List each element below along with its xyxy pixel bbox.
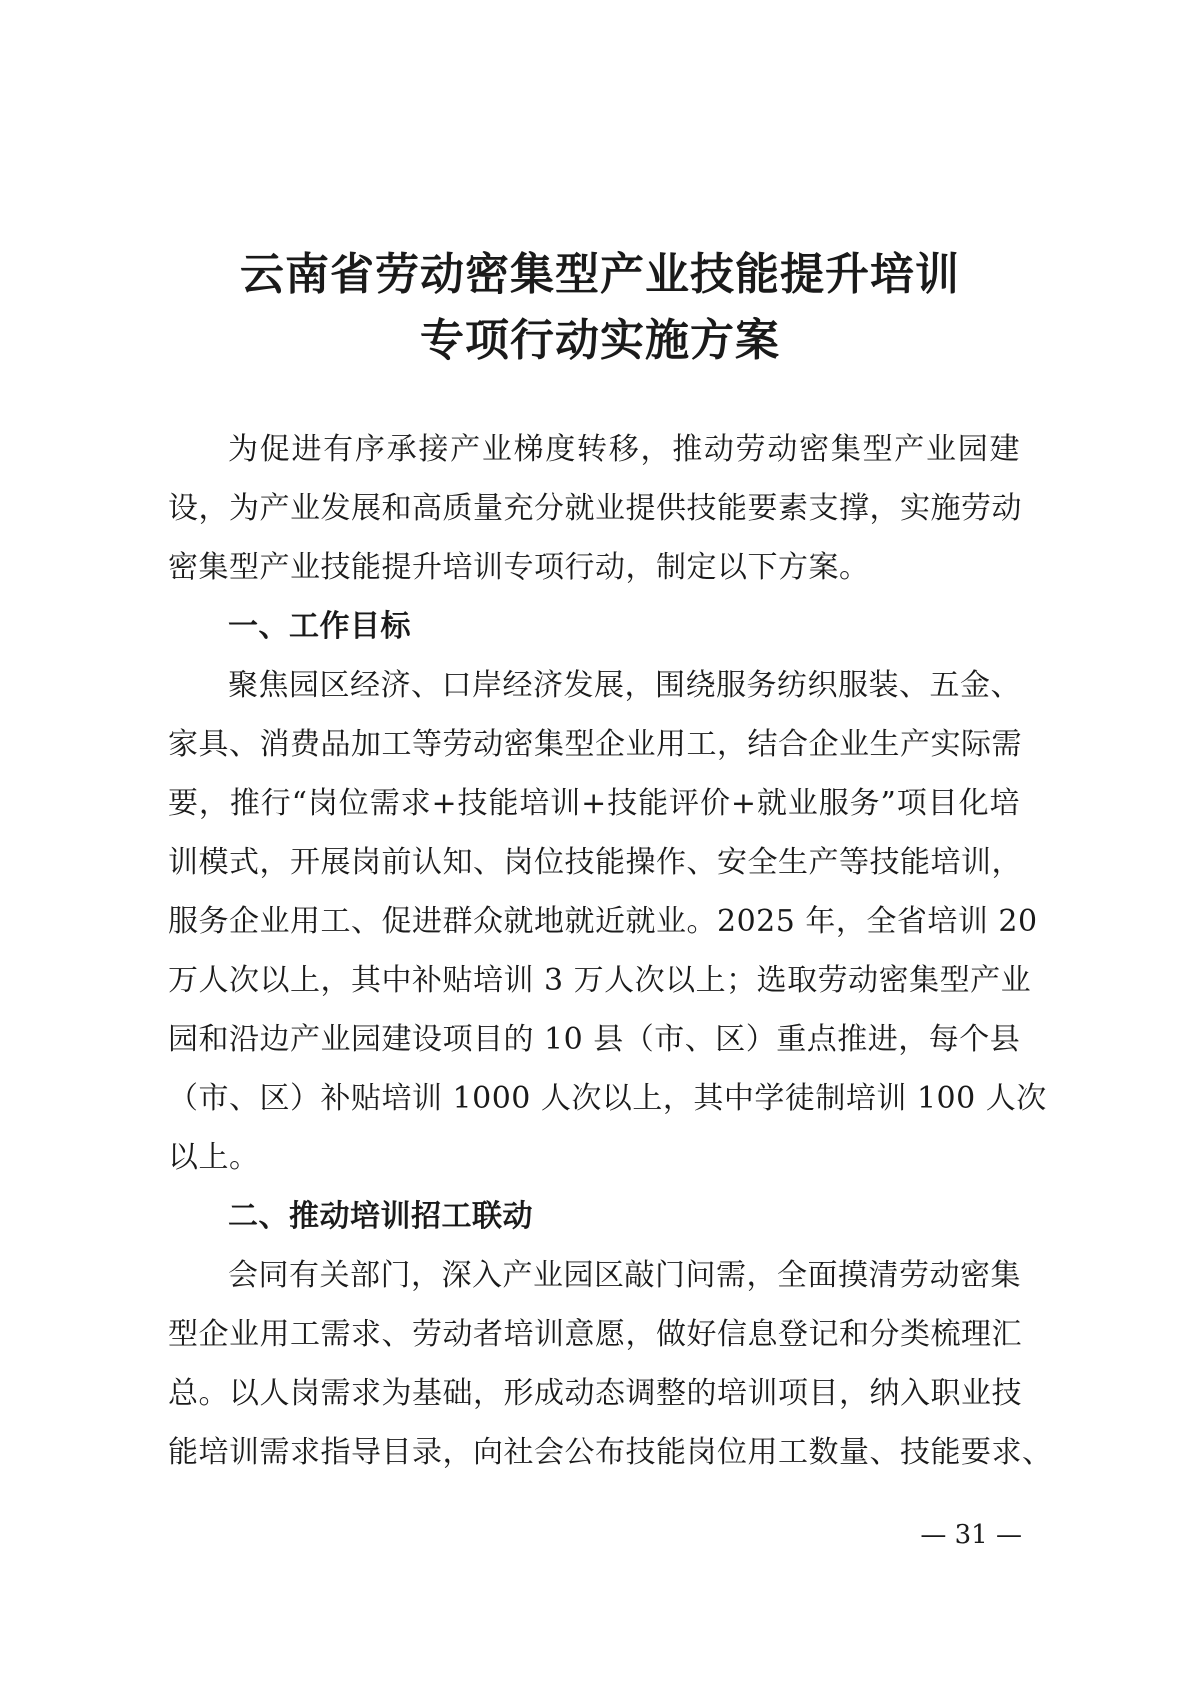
paragraph-line: 型企业用工需求、劳动者培训意愿，做好信息登记和分类梳理汇 (168, 1317, 1022, 1352)
paragraph-line: 万人次以上，其中补贴培训 3 万人次以上；选取劳动密集型产业 (168, 963, 1032, 998)
section-heading-work-goals: 一、工作目标 (228, 609, 411, 644)
intro-paragraph (168, 420, 1020, 597)
paragraph-line: 为促进有序承接产业梯度转移，推动劳动密集型产业园建 (228, 432, 1020, 467)
page-number: — 31 — (920, 1520, 1022, 1550)
work-goals-paragraph (168, 656, 1047, 1187)
paragraph-line: 训模式，开展岗前认知、岗位技能操作、安全生产等技能培训， (168, 845, 1022, 880)
paragraph-line: 聚焦园区经济、口岸经济发展，围绕服务纺织服装、五金、 (228, 668, 1021, 703)
training-recruitment-paragraph (168, 1246, 1053, 1482)
title-line-2: 专项行动实施方案 (420, 315, 780, 366)
title-line-1: 云南省劳动密集型产业技能提升培训 (240, 249, 960, 300)
document-body (168, 420, 1053, 1482)
paragraph-line: 密集型产业技能提升培训专项行动，制定以下方案。 (168, 550, 870, 585)
paragraph-line: 总。以人岗需求为基础，形成动态调整的培训项目，纳入职业技 (168, 1376, 1022, 1411)
paragraph-line: 以上。 (168, 1140, 260, 1175)
paragraph-line: 能培训需求指导目录，向社会公布技能岗位用工数量、技能要求、 (168, 1435, 1053, 1470)
paragraph-line: 要，推行“岗位需求+技能培训+技能评价+就业服务”项目化培 (168, 786, 1020, 821)
paragraph-line: 园和沿边产业园建设项目的 10 县（市、区）重点推进，每个县 (168, 1022, 1021, 1057)
paragraph-line: 会同有关部门，深入产业园区敲门问需，全面摸清劳动密集 (228, 1258, 1021, 1293)
section-heading-training-recruitment: 二、推动培训招工联动 (228, 1199, 533, 1234)
paragraph-line: 服务企业用工、促进群众就地就近就业。2025 年，全省培训 20 (168, 904, 1038, 939)
paragraph-line: 家具、消费品加工等劳动密集型企业用工，结合企业生产实际需 (168, 727, 1022, 762)
paragraph-line: 设，为产业发展和高质量充分就业提供技能要素支撑，实施劳动 (168, 491, 1022, 526)
document-title (150, 242, 1050, 374)
paragraph-line: （市、区）补贴培训 1000 人次以上，其中学徒制培训 100 人次 (168, 1081, 1047, 1116)
